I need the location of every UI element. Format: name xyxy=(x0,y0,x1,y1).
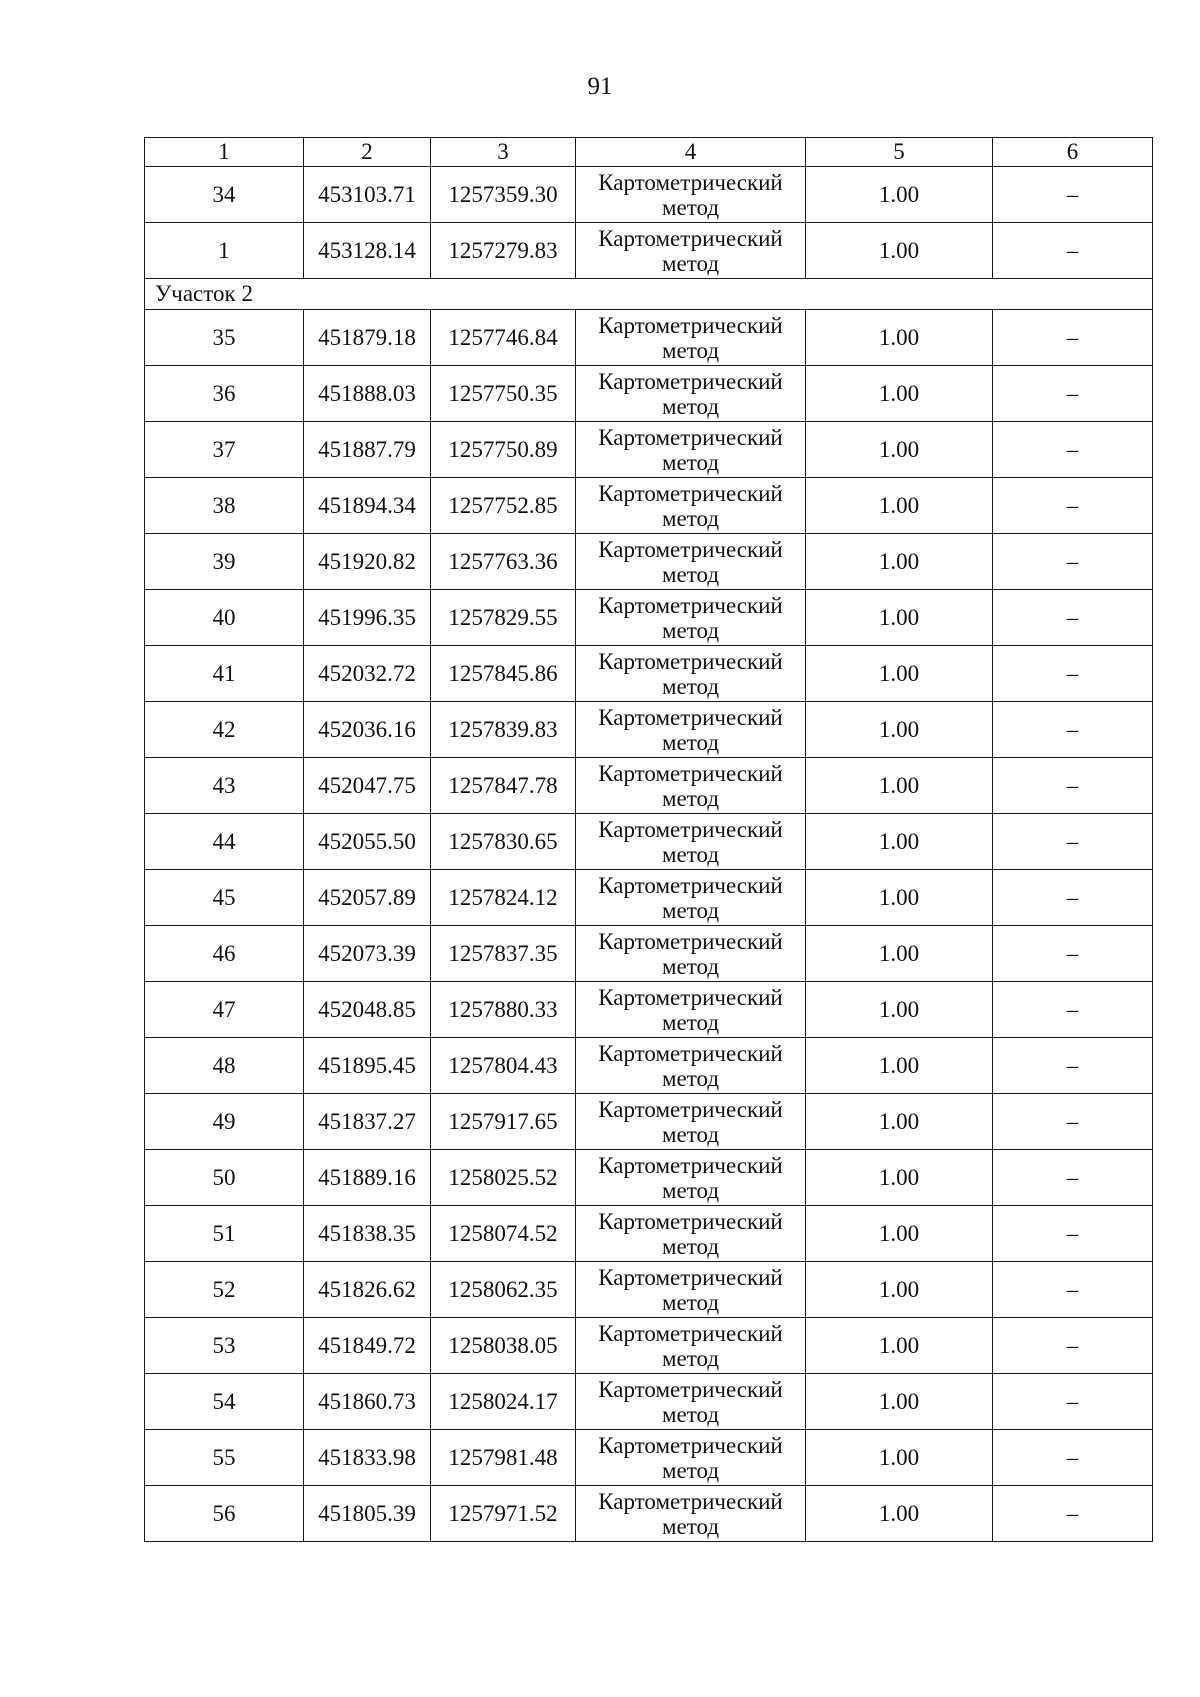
table-row xyxy=(145,1038,1153,1094)
point-number-cell: 44 xyxy=(145,814,304,870)
table-row xyxy=(145,1430,1153,1486)
accuracy-cell: 1.00 xyxy=(806,590,993,646)
point-number-cell: 43 xyxy=(145,758,304,814)
note-cell: – xyxy=(993,870,1153,926)
note-cell: – xyxy=(993,478,1153,534)
x-coordinate-cell: 451833.98 xyxy=(304,1430,431,1486)
table-row xyxy=(145,758,1153,814)
point-number-cell: 36 xyxy=(145,366,304,422)
y-coordinate-cell: 1257839.83 xyxy=(431,702,576,758)
note-cell: – xyxy=(993,1094,1153,1150)
table-row xyxy=(145,534,1153,590)
method-cell xyxy=(576,478,806,534)
point-number-cell: 51 xyxy=(145,1206,304,1262)
method-cell xyxy=(576,702,806,758)
y-coordinate-cell: 1258038.05 xyxy=(431,1318,576,1374)
point-number-cell: 53 xyxy=(145,1318,304,1374)
note-cell: – xyxy=(993,310,1153,366)
x-coordinate-cell: 451837.27 xyxy=(304,1094,431,1150)
note-cell: – xyxy=(993,223,1153,279)
note-cell: – xyxy=(993,702,1153,758)
method-text: Картометрический метод xyxy=(598,984,783,1035)
x-coordinate-cell: 451996.35 xyxy=(304,590,431,646)
x-coordinate-cell: 452073.39 xyxy=(304,926,431,982)
y-coordinate-cell: 1257880.33 xyxy=(431,982,576,1038)
table-row xyxy=(145,870,1153,926)
point-number-cell: 39 xyxy=(145,534,304,590)
y-coordinate-cell: 1257829.55 xyxy=(431,590,576,646)
method-cell xyxy=(576,534,806,590)
table-row xyxy=(145,1262,1153,1318)
y-coordinate-cell: 1257750.35 xyxy=(431,366,576,422)
point-number-cell: 55 xyxy=(145,1430,304,1486)
method-text: Картометрический метод xyxy=(598,1040,783,1091)
accuracy-cell: 1.00 xyxy=(806,478,993,534)
method-text: Картометрический метод xyxy=(598,1488,783,1539)
accuracy-cell: 1.00 xyxy=(806,223,993,279)
x-coordinate-cell: 452036.16 xyxy=(304,702,431,758)
accuracy-cell: 1.00 xyxy=(806,534,993,590)
x-coordinate-cell: 453103.71 xyxy=(304,167,431,223)
x-coordinate-cell: 451805.39 xyxy=(304,1486,431,1542)
y-coordinate-cell: 1257752.85 xyxy=(431,478,576,534)
method-cell xyxy=(576,870,806,926)
method-text: Картометрический метод xyxy=(598,1208,783,1259)
point-number-cell: 50 xyxy=(145,1150,304,1206)
note-cell: – xyxy=(993,758,1153,814)
note-cell: – xyxy=(993,1430,1153,1486)
method-text: Картометрический метод xyxy=(598,536,783,587)
y-coordinate-cell: 1257971.52 xyxy=(431,1486,576,1542)
accuracy-cell: 1.00 xyxy=(806,1206,993,1262)
table-row xyxy=(145,1318,1153,1374)
y-coordinate-cell: 1258024.17 xyxy=(431,1374,576,1430)
y-coordinate-cell: 1258062.35 xyxy=(431,1262,576,1318)
accuracy-cell: 1.00 xyxy=(806,870,993,926)
section-row xyxy=(145,279,1153,310)
note-cell: – xyxy=(993,814,1153,870)
accuracy-cell: 1.00 xyxy=(806,167,993,223)
point-number-cell: 49 xyxy=(145,1094,304,1150)
method-cell xyxy=(576,167,806,223)
y-coordinate-cell: 1257763.36 xyxy=(431,534,576,590)
table-row xyxy=(145,982,1153,1038)
method-cell xyxy=(576,1318,806,1374)
column-header: 6 xyxy=(993,138,1153,167)
method-text: Картометрический метод xyxy=(598,312,783,363)
note-cell: – xyxy=(993,982,1153,1038)
column-header: 3 xyxy=(431,138,576,167)
point-number-cell: 45 xyxy=(145,870,304,926)
table-row xyxy=(145,1374,1153,1430)
accuracy-cell: 1.00 xyxy=(806,1318,993,1374)
method-cell xyxy=(576,926,806,982)
point-number-cell: 35 xyxy=(145,310,304,366)
accuracy-cell: 1.00 xyxy=(806,926,993,982)
y-coordinate-cell: 1257837.35 xyxy=(431,926,576,982)
note-cell: – xyxy=(993,646,1153,702)
note-cell: – xyxy=(993,1318,1153,1374)
x-coordinate-cell: 451849.72 xyxy=(304,1318,431,1374)
y-coordinate-cell: 1258074.52 xyxy=(431,1206,576,1262)
page-number: 91 xyxy=(587,73,613,100)
note-cell: – xyxy=(993,1374,1153,1430)
note-cell: – xyxy=(993,167,1153,223)
method-text: Картометрический метод xyxy=(598,592,783,643)
x-coordinate-cell: 451894.34 xyxy=(304,478,431,534)
table-row xyxy=(145,223,1153,279)
accuracy-cell: 1.00 xyxy=(806,310,993,366)
method-text: Картометрический метод xyxy=(598,424,783,475)
note-cell: – xyxy=(993,1262,1153,1318)
x-coordinate-cell: 453128.14 xyxy=(304,223,431,279)
point-number-cell: 1 xyxy=(145,223,304,279)
accuracy-cell: 1.00 xyxy=(806,1486,993,1542)
method-cell xyxy=(576,1486,806,1542)
column-header: 1 xyxy=(145,138,304,167)
method-text: Картометрический метод xyxy=(598,816,783,867)
method-cell xyxy=(576,982,806,1038)
table-row xyxy=(145,814,1153,870)
point-number-cell: 46 xyxy=(145,926,304,982)
method-cell xyxy=(576,223,806,279)
point-number-cell: 40 xyxy=(145,590,304,646)
method-cell xyxy=(576,1374,806,1430)
method-text: Картометрический метод xyxy=(598,1320,783,1371)
accuracy-cell: 1.00 xyxy=(806,646,993,702)
y-coordinate-cell: 1257830.65 xyxy=(431,814,576,870)
table-row xyxy=(145,422,1153,478)
point-number-cell: 52 xyxy=(145,1262,304,1318)
y-coordinate-cell: 1257917.65 xyxy=(431,1094,576,1150)
note-cell: – xyxy=(993,926,1153,982)
table-row xyxy=(145,478,1153,534)
table-row xyxy=(145,1206,1153,1262)
accuracy-cell: 1.00 xyxy=(806,1374,993,1430)
note-cell: – xyxy=(993,534,1153,590)
table-header-row xyxy=(145,138,1153,167)
table-row xyxy=(145,590,1153,646)
method-cell xyxy=(576,590,806,646)
accuracy-cell: 1.00 xyxy=(806,1038,993,1094)
method-text: Картометрический метод xyxy=(598,169,783,220)
method-text: Картометрический метод xyxy=(598,760,783,811)
table-row xyxy=(145,1094,1153,1150)
y-coordinate-cell: 1257750.89 xyxy=(431,422,576,478)
y-coordinate-cell: 1257359.30 xyxy=(431,167,576,223)
point-number-cell: 56 xyxy=(145,1486,304,1542)
x-coordinate-cell: 452057.89 xyxy=(304,870,431,926)
x-coordinate-cell: 451879.18 xyxy=(304,310,431,366)
section-label: Участок 2 xyxy=(145,279,1153,310)
method-cell xyxy=(576,310,806,366)
x-coordinate-cell: 452048.85 xyxy=(304,982,431,1038)
note-cell: – xyxy=(993,366,1153,422)
x-coordinate-cell: 451838.35 xyxy=(304,1206,431,1262)
method-text: Картометрический метод xyxy=(598,704,783,755)
method-cell xyxy=(576,1262,806,1318)
method-text: Картометрический метод xyxy=(598,1264,783,1315)
y-coordinate-cell: 1257746.84 xyxy=(431,310,576,366)
x-coordinate-cell: 451888.03 xyxy=(304,366,431,422)
x-coordinate-cell: 451860.73 xyxy=(304,1374,431,1430)
point-number-cell: 38 xyxy=(145,478,304,534)
point-number-cell: 42 xyxy=(145,702,304,758)
note-cell: – xyxy=(993,590,1153,646)
coordinates-table xyxy=(144,137,1153,1542)
x-coordinate-cell: 451887.79 xyxy=(304,422,431,478)
accuracy-cell: 1.00 xyxy=(806,702,993,758)
accuracy-cell: 1.00 xyxy=(806,1150,993,1206)
point-number-cell: 48 xyxy=(145,1038,304,1094)
method-cell xyxy=(576,758,806,814)
accuracy-cell: 1.00 xyxy=(806,1262,993,1318)
x-coordinate-cell: 451920.82 xyxy=(304,534,431,590)
y-coordinate-cell: 1257845.86 xyxy=(431,646,576,702)
method-cell xyxy=(576,366,806,422)
method-text: Картометрический метод xyxy=(598,368,783,419)
table-row xyxy=(145,1486,1153,1542)
method-cell xyxy=(576,1038,806,1094)
table-row xyxy=(145,310,1153,366)
method-text: Картометрический метод xyxy=(598,928,783,979)
method-cell xyxy=(576,814,806,870)
y-coordinate-cell: 1257824.12 xyxy=(431,870,576,926)
accuracy-cell: 1.00 xyxy=(806,982,993,1038)
table-row xyxy=(145,926,1153,982)
x-coordinate-cell: 452047.75 xyxy=(304,758,431,814)
table-row xyxy=(145,167,1153,223)
accuracy-cell: 1.00 xyxy=(806,814,993,870)
y-coordinate-cell: 1257804.43 xyxy=(431,1038,576,1094)
point-number-cell: 41 xyxy=(145,646,304,702)
y-coordinate-cell: 1257279.83 xyxy=(431,223,576,279)
y-coordinate-cell: 1258025.52 xyxy=(431,1150,576,1206)
table-row xyxy=(145,366,1153,422)
method-text: Картометрический метод xyxy=(598,648,783,699)
note-cell: – xyxy=(993,1206,1153,1262)
method-cell xyxy=(576,1094,806,1150)
y-coordinate-cell: 1257981.48 xyxy=(431,1430,576,1486)
accuracy-cell: 1.00 xyxy=(806,366,993,422)
table-row xyxy=(145,646,1153,702)
accuracy-cell: 1.00 xyxy=(806,1430,993,1486)
table-row xyxy=(145,702,1153,758)
method-text: Картометрический метод xyxy=(598,1152,783,1203)
method-text: Картометрический метод xyxy=(598,872,783,923)
method-text: Картометрический метод xyxy=(598,1376,783,1427)
method-text: Картометрический метод xyxy=(598,1432,783,1483)
column-header: 2 xyxy=(304,138,431,167)
method-cell xyxy=(576,1206,806,1262)
point-number-cell: 37 xyxy=(145,422,304,478)
column-header: 5 xyxy=(806,138,993,167)
x-coordinate-cell: 451895.45 xyxy=(304,1038,431,1094)
method-cell xyxy=(576,646,806,702)
accuracy-cell: 1.00 xyxy=(806,1094,993,1150)
point-number-cell: 54 xyxy=(145,1374,304,1430)
column-header: 4 xyxy=(576,138,806,167)
y-coordinate-cell: 1257847.78 xyxy=(431,758,576,814)
x-coordinate-cell: 452032.72 xyxy=(304,646,431,702)
note-cell: – xyxy=(993,1150,1153,1206)
note-cell: – xyxy=(993,1486,1153,1542)
note-cell: – xyxy=(993,1038,1153,1094)
method-cell xyxy=(576,1430,806,1486)
x-coordinate-cell: 451826.62 xyxy=(304,1262,431,1318)
point-number-cell: 47 xyxy=(145,982,304,1038)
table-row xyxy=(145,1150,1153,1206)
x-coordinate-cell: 451889.16 xyxy=(304,1150,431,1206)
method-cell xyxy=(576,1150,806,1206)
note-cell: – xyxy=(993,422,1153,478)
x-coordinate-cell: 452055.50 xyxy=(304,814,431,870)
method-text: Картометрический метод xyxy=(598,1096,783,1147)
method-text: Картометрический метод xyxy=(598,225,783,276)
point-number-cell: 34 xyxy=(145,167,304,223)
method-text: Картометрический метод xyxy=(598,480,783,531)
method-cell xyxy=(576,422,806,478)
accuracy-cell: 1.00 xyxy=(806,422,993,478)
accuracy-cell: 1.00 xyxy=(806,758,993,814)
